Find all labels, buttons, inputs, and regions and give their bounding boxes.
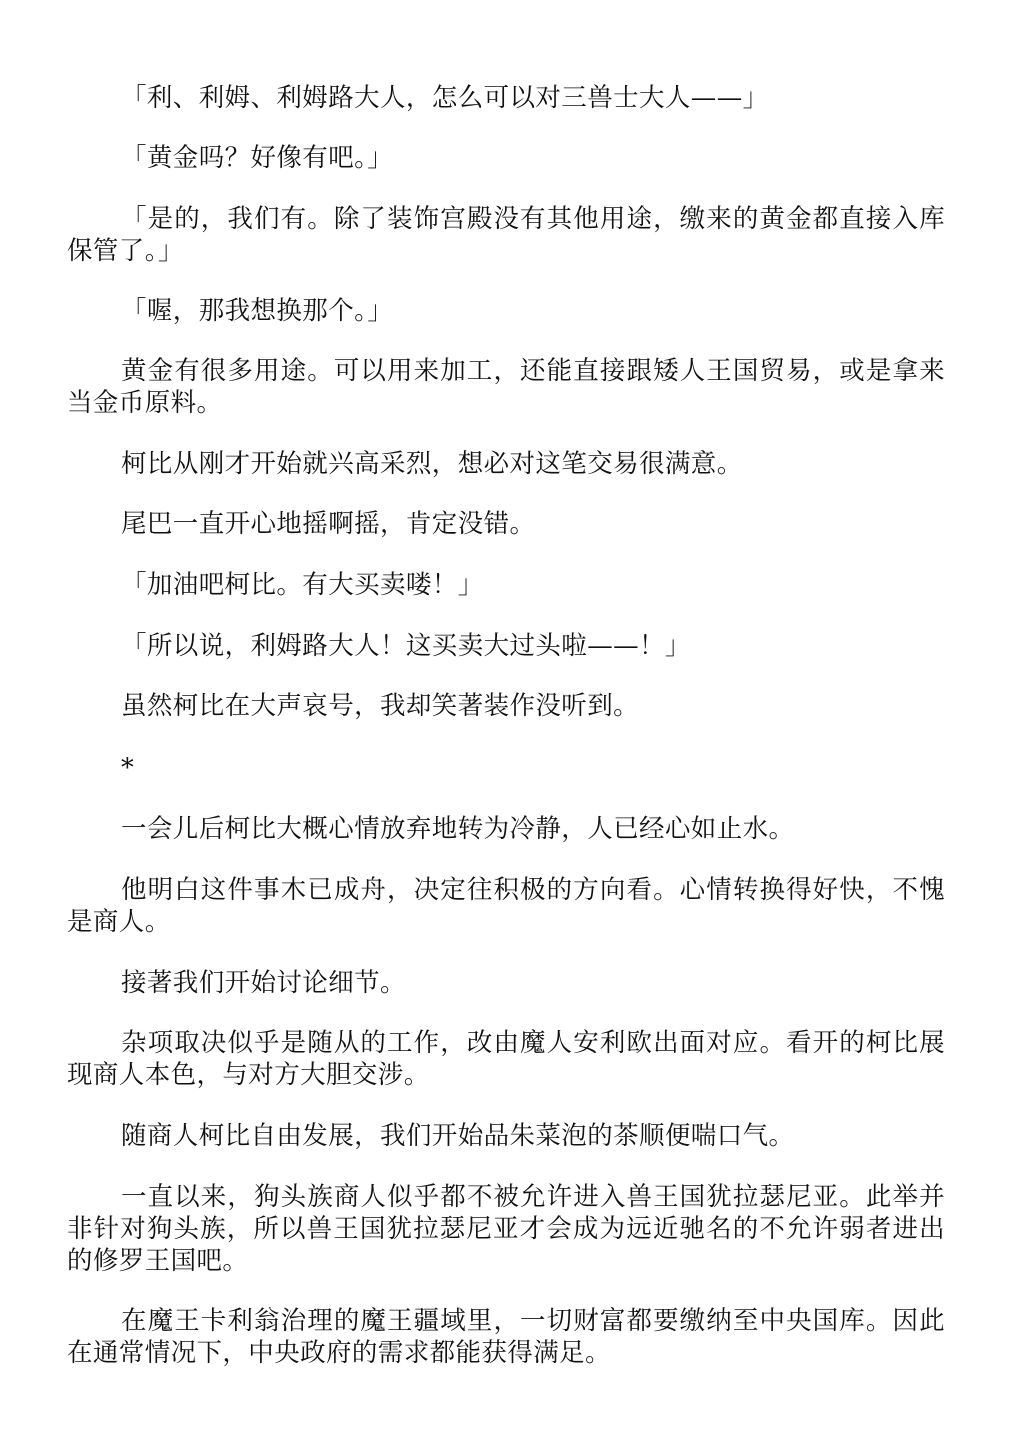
paragraph-12: 他明白这件事木已成舟，决定往积极的方向看。心情转换得好快，不愧是商人。 [67, 875, 945, 937]
paragraph-10: 虽然柯比在大声哀号，我却笑著装作没听到。 [121, 691, 640, 721]
paragraph-11: 一会儿后柯比大概心情放弃地转为冷静，人已经心如止水。 [121, 814, 795, 844]
paragraph-9: 「所以说，利姆路大人！这买卖大过头啦——！」 [121, 631, 691, 661]
paragraph-15: 随商人柯比自由发展，我们开始品朱菜泡的茶顺便喘口气。 [121, 1121, 795, 1151]
paragraph-5: 黄金有很多用途。可以用来加工，还能直接跟矮人王国贸易，或是拿来当金币原料。 [67, 356, 945, 418]
paragraph-8: 「加油吧柯比。有大买卖喽！」 [121, 570, 484, 600]
section-break: * [121, 753, 135, 783]
paragraph-6: 柯比从刚才开始就兴高采烈，想必对这笔交易很满意。 [121, 449, 743, 479]
paragraph-4: 「喔，那我想换那个。」 [121, 296, 394, 326]
paragraph-14: 杂项取决似乎是随从的工作，改由魔人安利欧出面对应。看开的柯比展现商人本色，与对方大胆交涉。 [67, 1028, 945, 1090]
paragraph-1: 「利、利姆、利姆路大人，怎么可以对三兽士大人——」 [121, 83, 769, 113]
paragraph-3: 「是的，我们有。除了装饰宫殿没有其他用途，缴来的黄金都直接入库保管了。」 [67, 204, 945, 266]
paragraph-2: 「黄金吗？好像有吧。」 [121, 143, 394, 173]
paragraph-7: 尾巴一直开心地摇啊摇，肯定没错。 [121, 509, 536, 539]
paragraph-17: 在魔王卡利翁治理的魔王疆域里，一切财富都要缴纳至中央国库。因此在通常情况下，中央政府的需求都能获得满足。 [67, 1306, 945, 1368]
paragraph-13: 接著我们开始讨论细节。 [121, 968, 406, 998]
paragraph-16: 一直以来，狗头族商人似乎都不被允许进入兽王国犹拉瑟尼亚。此举并非针对狗头族，所以兽王国犹拉瑟尼亚才会成为远近驰名的不允许弱者进出的修罗王国吧。 [67, 1182, 945, 1276]
